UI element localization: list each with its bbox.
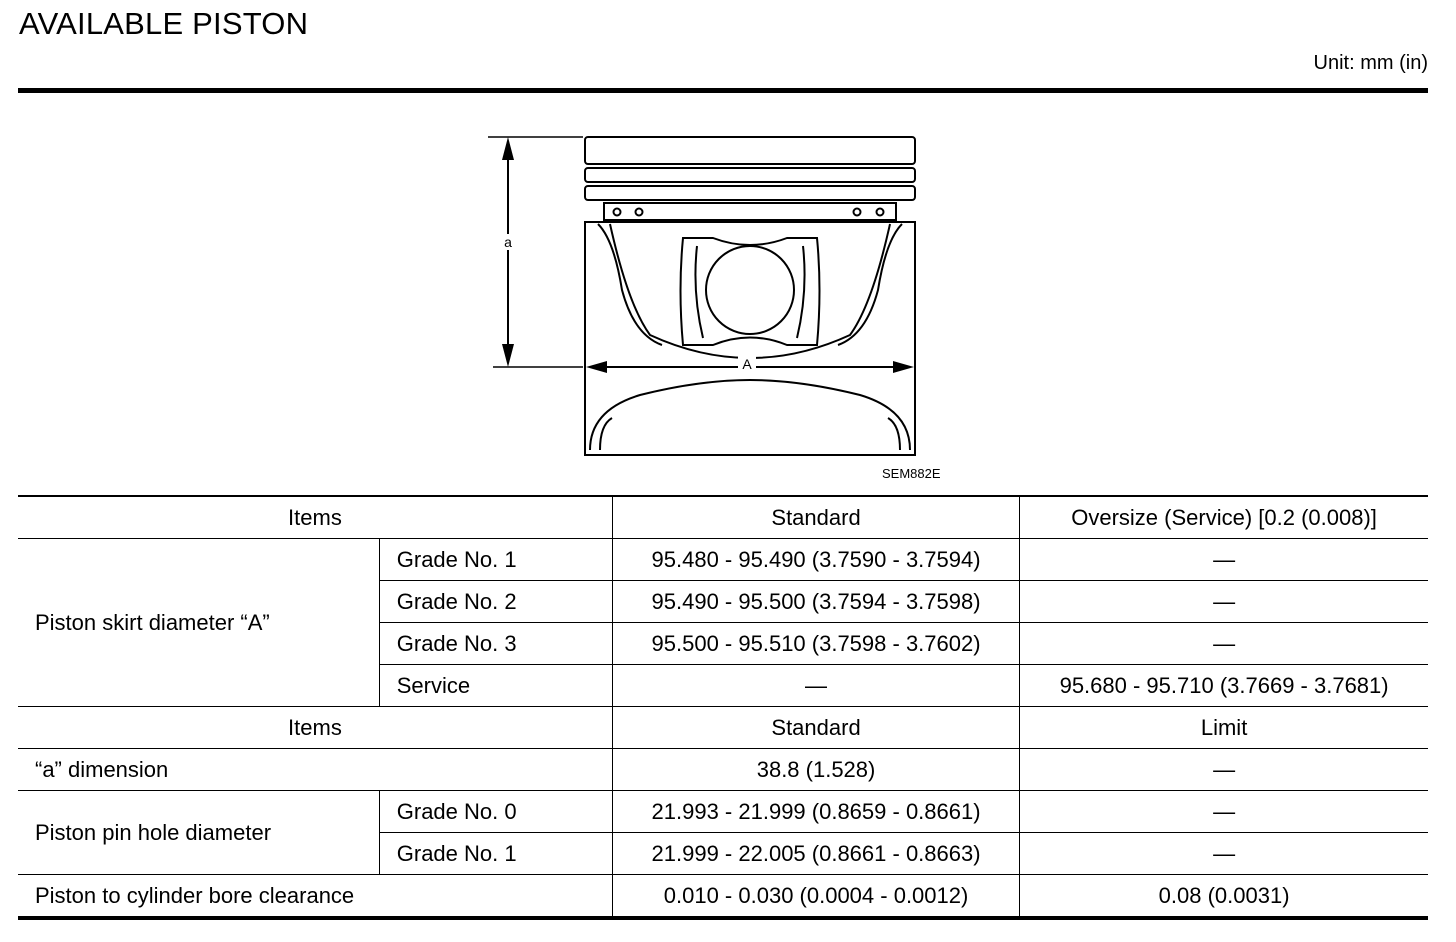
header-standard: Standard bbox=[612, 496, 1019, 539]
piston-spec-table bbox=[18, 495, 1428, 920]
title-rule bbox=[18, 88, 1428, 93]
header-items: Items bbox=[18, 496, 612, 539]
piston-diagram bbox=[480, 120, 960, 490]
standard-value: 21.993 - 21.999 (0.8659 - 0.8661) bbox=[612, 791, 1019, 833]
header-items: Items bbox=[18, 707, 612, 749]
standard-value: 95.490 - 95.500 (3.7594 - 3.7598) bbox=[612, 581, 1019, 623]
a-dimension-label: “a” dimension bbox=[18, 749, 612, 791]
table-row bbox=[18, 539, 1428, 581]
standard-value: 0.010 - 0.030 (0.0004 - 0.0012) bbox=[612, 875, 1019, 919]
header-oversize: Oversize (Service) [0.2 (0.008)] bbox=[1020, 496, 1428, 539]
unit-label: Unit: mm (in) bbox=[1313, 52, 1428, 74]
grade-label: Grade No. 3 bbox=[379, 623, 612, 665]
limit-value: — bbox=[1020, 749, 1428, 791]
table-row bbox=[18, 749, 1428, 791]
standard-value: 21.999 - 22.005 (0.8661 - 0.8663) bbox=[612, 833, 1019, 875]
page-title: AVAILABLE PISTON bbox=[19, 6, 309, 41]
oversize-value: — bbox=[1020, 623, 1428, 665]
oversize-value: — bbox=[1020, 539, 1428, 581]
standard-value: 38.8 (1.528) bbox=[612, 749, 1019, 791]
table-row bbox=[18, 791, 1428, 833]
table-row bbox=[18, 875, 1428, 919]
grade-label: Service bbox=[379, 665, 612, 707]
grade-label: Grade No. 2 bbox=[379, 581, 612, 623]
table-header-row bbox=[18, 707, 1428, 749]
limit-value: — bbox=[1020, 791, 1428, 833]
dimension-A-label: A bbox=[742, 356, 752, 372]
limit-value: 0.08 (0.0031) bbox=[1020, 875, 1428, 919]
standard-value: — bbox=[612, 665, 1019, 707]
oversize-value: — bbox=[1020, 581, 1428, 623]
standard-value: 95.500 - 95.510 (3.7598 - 3.7602) bbox=[612, 623, 1019, 665]
clearance-label: Piston to cylinder bore clearance bbox=[18, 875, 612, 919]
skirt-diameter-label: Piston skirt diameter “A” bbox=[18, 539, 379, 707]
figure-code: SEM882E bbox=[882, 466, 941, 481]
standard-value: 95.480 - 95.490 (3.7590 - 3.7594) bbox=[612, 539, 1019, 581]
pin-hole-label: Piston pin hole diameter bbox=[18, 791, 379, 875]
grade-label: Grade No. 1 bbox=[379, 833, 612, 875]
grade-label: Grade No. 0 bbox=[379, 791, 612, 833]
dimension-a-label: a bbox=[504, 234, 512, 250]
table-header-row bbox=[18, 496, 1428, 539]
header-limit: Limit bbox=[1020, 707, 1428, 749]
grade-label: Grade No. 1 bbox=[379, 539, 612, 581]
oversize-value: 95.680 - 95.710 (3.7669 - 3.7681) bbox=[1020, 665, 1428, 707]
limit-value: — bbox=[1020, 833, 1428, 875]
header-standard: Standard bbox=[612, 707, 1019, 749]
